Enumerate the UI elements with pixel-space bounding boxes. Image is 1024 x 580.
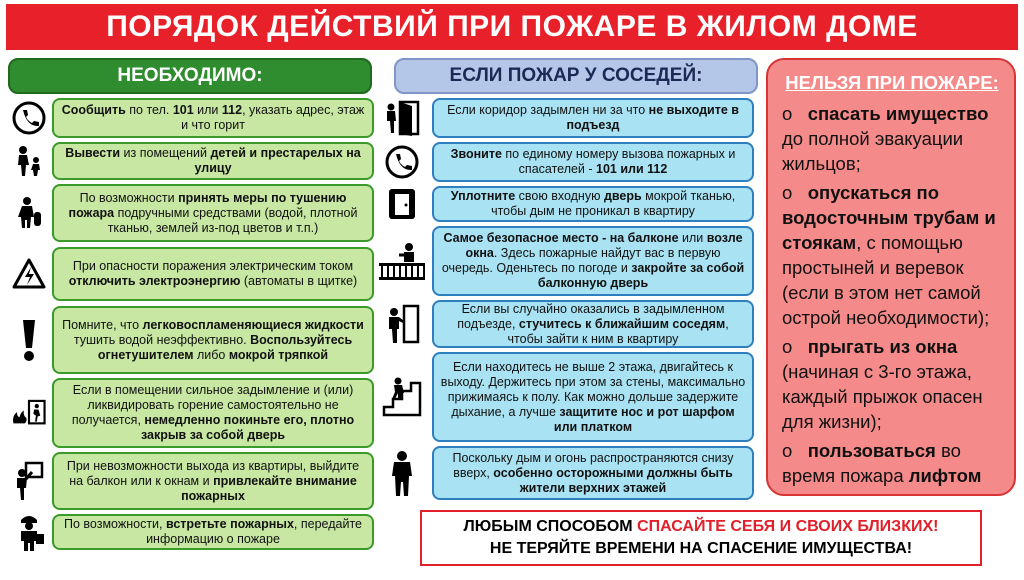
emphasis-text: принять меры по тушению пожара <box>68 190 347 220</box>
body-text: тушить водой неэффективно. <box>73 332 251 347</box>
emphasis-text: Уплотните <box>450 189 516 203</box>
stairs-down-icon <box>376 352 428 442</box>
body-text: Помните, что <box>62 317 143 332</box>
electric-hazard-icon <box>10 247 48 301</box>
neighbors-item-text <box>440 147 746 177</box>
emphasis-text: возле окна <box>465 231 743 260</box>
emphasis-text: 101 <box>172 103 194 117</box>
exclamation-icon <box>10 306 48 374</box>
bottom-line-2: НЕ ТЕРЯЙТЕ ВРЕМЕНИ НА СПАСЕНИЕ ИМУЩЕСТВА! <box>489 540 913 557</box>
body-text: или <box>193 103 222 117</box>
bullet: o <box>782 103 808 124</box>
emphasis-text: немедленно покиньте его, плотно закрыв за собой дверь <box>140 413 355 442</box>
neighbors-item <box>432 446 754 500</box>
forbidden-panel <box>766 58 1016 496</box>
neighbors-item-text <box>440 302 746 347</box>
necessary-item-text <box>60 103 366 133</box>
body-text: , передайте информацию о пожаре <box>146 517 362 546</box>
evacuate-people-icon <box>10 142 48 180</box>
body-text: во время пожара <box>782 440 961 486</box>
body-text: , указать адрес, этаж и что горит <box>181 103 365 132</box>
body-text: Если вы случайно оказались в задымленном подъезде, <box>457 301 725 331</box>
phone-icon <box>10 98 48 138</box>
neighbors-item <box>432 226 754 296</box>
emphasis-text: закройте за собой балконную дверь <box>537 261 745 290</box>
necessary-item <box>52 452 374 510</box>
neighbors-item <box>432 142 754 182</box>
emphasis-text: 112 <box>221 103 243 117</box>
forbidden-item <box>782 438 1002 488</box>
body-text: подручными средствами (водой, плотной тканью, землей из-под цветов и т.п.) <box>107 205 358 235</box>
neighbors-item-text <box>440 451 746 496</box>
emphasis-text: Вывести <box>65 146 121 160</box>
door-stay-icon <box>376 98 428 138</box>
emphasis-text: опускаться по водосточным трубам и стоякам <box>782 182 996 253</box>
body-text: (автоматы в щитке) <box>240 274 358 288</box>
body-text: из помещений <box>120 146 211 160</box>
emphasis-text: не выходите в подъезд <box>566 103 739 132</box>
emphasis-text: Сообщить <box>61 103 126 117</box>
extinguish-icon <box>10 184 48 242</box>
neighbors-item <box>432 98 754 138</box>
body-text: Если в помещении сильное задымление и (или) ликвидировать горение самостоятельно не получается, <box>71 383 354 427</box>
necessary-item <box>52 184 374 242</box>
body-text: По возможности, <box>64 517 166 531</box>
necessary-item <box>52 306 374 374</box>
neighbors-item <box>432 300 754 348</box>
neighbors-item-text <box>440 189 746 219</box>
necessary-item <box>52 514 374 550</box>
necessary-item <box>52 378 374 448</box>
body-text: . Здесь пожарные найдут вас в первую очередь. Оденьтесь по погоде и <box>441 246 721 275</box>
necessary-item <box>52 98 374 138</box>
emphasis-text: защитите нос и рот шарфом или платком <box>553 404 735 434</box>
body-text: или <box>678 231 707 245</box>
forbidden-item <box>782 180 1002 330</box>
necessary-item <box>52 247 374 301</box>
forbidden-item <box>782 334 1002 434</box>
body-text: Поскольку дым и огонь распространяются снизу вверх, <box>452 450 734 480</box>
emphasis-text: спасать имущество <box>807 103 989 124</box>
phone-icon <box>376 142 428 182</box>
bottom-line-1-prefix: ЛЮБЫМ СПОСОБОМ <box>463 518 638 535</box>
body-text: мокрой тканью, чтобы дым не проникал в квартиру <box>491 189 736 218</box>
body-text: При невозможности выхода из квартиры, выйдите на балкон или к окнам и <box>66 458 360 488</box>
body-text: либо <box>193 347 229 362</box>
body-text: Если находитесь не выше 2 этажа, двигайтесь к выходу. Держитесь при этом за стены, максимально прижимаясь к полу. Как можно дольше задержите дыхание, а лучше <box>440 359 746 419</box>
bottom-line-1-red: СПАСАЙТЕ СЕБЯ И СВОИХ БЛИЗКИХ! <box>637 518 939 535</box>
body-text: При опасности поражения электрическим током <box>72 259 354 273</box>
emphasis-text: Самое безопасное место - на балконе <box>443 231 679 245</box>
emphasis-text: детей и престарелых на улицу <box>194 146 361 175</box>
emphasis-text: привлекайте внимание пожарных <box>181 473 357 503</box>
neighbors-item-text <box>440 360 746 435</box>
emphasis-text: мокрой тряпкой <box>228 347 329 362</box>
emphasis-text: пользоваться <box>807 440 936 461</box>
neighbors-item <box>432 352 754 442</box>
neighbors-item-text <box>440 103 746 133</box>
emphasis-text: Воспользуйтесь огнетушителем <box>97 332 353 362</box>
neighbors-fire-heading: ЕСЛИ ПОЖАР У СОСЕДЕЙ: <box>394 58 758 94</box>
emphasis-text: прыгать из окна <box>807 336 958 357</box>
emphasis-text: 101 или 112 <box>596 162 668 176</box>
neighbors-item <box>432 186 754 222</box>
forbidden-item <box>782 101 1002 176</box>
body-text: , с помощью простыней и веревок (если в этом нет самой острой необходимости); <box>782 232 990 328</box>
bullet: o <box>782 182 808 203</box>
knock-door-icon <box>376 300 428 348</box>
body-text: по единому номеру вызова пожарных и спасателей - <box>501 147 736 176</box>
balcony-icon <box>376 226 428 296</box>
body-text: По возможности <box>79 190 179 205</box>
bullet: o <box>782 440 808 461</box>
bottom-line-1 <box>464 516 939 538</box>
body-text: по тел. <box>125 103 173 117</box>
necessary-item-text <box>60 191 366 236</box>
bullet: o <box>782 336 808 357</box>
necessary-item-text <box>60 146 366 176</box>
poster-title: ПОРЯДОК ДЕЙСТВИЙ ПРИ ПОЖАРЕ В ЖИЛОМ ДОМЕ <box>6 4 1018 50</box>
body-text: свою входную <box>515 189 604 203</box>
emphasis-text: легковоспламеняющиеся жидкости <box>142 317 364 332</box>
emphasis-text: дверь <box>603 189 642 203</box>
necessary-item-text <box>60 318 366 363</box>
necessary-item-text <box>60 517 366 547</box>
window-call-icon <box>10 452 48 510</box>
emphasis-text: Звоните <box>450 147 502 161</box>
door-seal-icon <box>376 186 428 222</box>
body-text: , чтобы зайти к ним в квартиру <box>507 316 729 346</box>
emphasis-text: встретьте пожарных <box>165 517 294 531</box>
body-text: Если коридор задымлен ни за что <box>447 103 649 117</box>
necessary-item-text <box>60 459 366 504</box>
necessary-item <box>52 142 374 180</box>
emphasis-text: отключить электроэнергию <box>68 274 241 288</box>
forbidden-heading: НЕЛЬЗЯ ПРИ ПОЖАРЕ: <box>785 72 999 93</box>
neighbors-item-text <box>440 231 746 291</box>
firefighter-icon <box>10 514 48 550</box>
fire-exit-icon <box>10 378 48 448</box>
body-text: (начиная с 3-го этажа, каждый прыжок опасен для жизни); <box>782 361 983 432</box>
body-text: до полной эвакуации жильцов; <box>782 128 964 174</box>
forbidden-list <box>782 101 1002 488</box>
necessary-item-text <box>60 383 366 443</box>
emphasis-text: особенно осторожными должны быть жители верхних этажей <box>493 465 733 495</box>
necessary-item-text <box>60 259 366 289</box>
necessary-heading: НЕОБХОДИМО: <box>8 58 372 94</box>
emphasis-text: стучитесь к ближайшим соседям <box>518 316 726 331</box>
bottom-banner <box>420 510 982 566</box>
person-standing-icon <box>376 446 428 500</box>
emphasis-text: лифтом <box>908 465 982 486</box>
